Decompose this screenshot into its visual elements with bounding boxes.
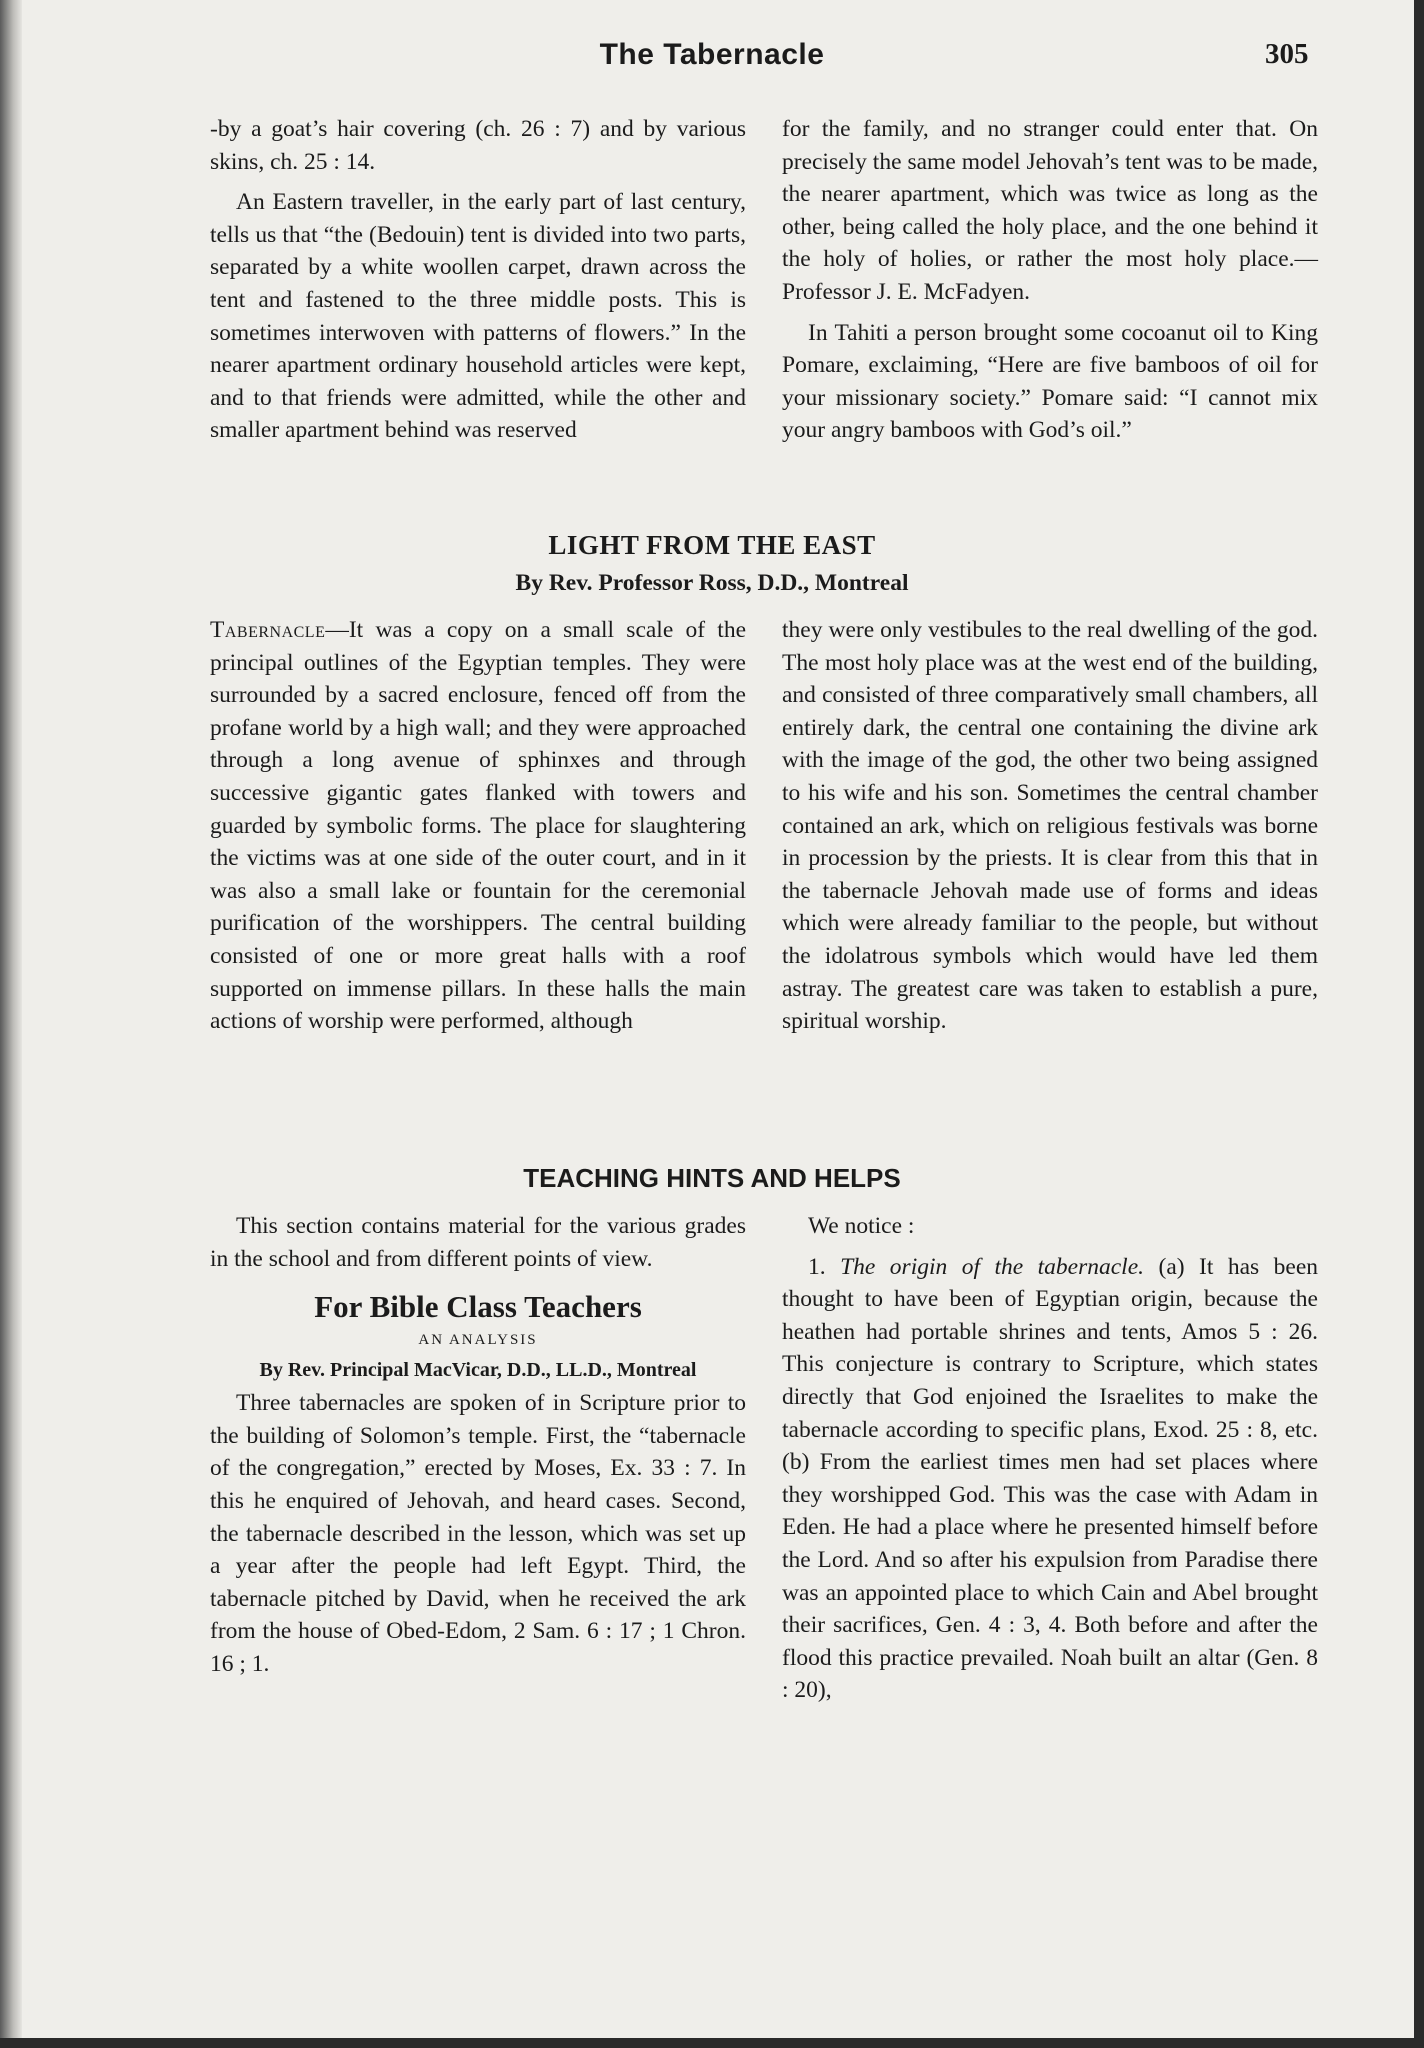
light-left-column: [210, 614, 746, 1038]
running-header: [0, 38, 1424, 88]
light-right-column: [782, 614, 1318, 1038]
section-byline: By Rev. Professor Ross, D.D., Montreal: [515, 570, 909, 596]
paragraph: [782, 1251, 1318, 1707]
item-title: The origin of the tabernacle.: [840, 1253, 1145, 1280]
paragraph-text: —It was a copy on a small scale of the principal outlines of the Egyptian temples. They were surrounded by a sacred enclosure, fenced off from the profane world by a high wall; and they were approached through a long avenue of sphinxes and through successive gigantic gates flanked with towers and guarded by symbolic forms. The place for slaughtering the victims was at one side of the outer court, and in it was also a small lake or fountain for the ceremonial purification of the worshippers. The central building consisted of one or more great halls with a roof supported on immense pillars. In these halls the main actions of worship were performed, although: [210, 617, 746, 1035]
running-title: The Tabernacle: [599, 38, 825, 71]
intro-paragraph: This section contains material for the various grades in the school and from different points of view.: [210, 1213, 746, 1272]
subsection-header: [210, 1289, 746, 1383]
notice-line: We notice :: [808, 1213, 915, 1239]
paragraph: for the family, and no stranger could enter that. On precisely the same model Jehovah’s tent was to be made, the nearer apartment, which was twice as long as the other, being called the holy place, and the one behind it the holy of holies, or rather the most holy place.—Professor J. E. McFadyen.: [782, 116, 1318, 305]
paragraph: they were only vestibules to the real dwelling of the god. The most holy place was at the west end of the building, and consisted of three comparatively small chambers, all entirely dark, the central one containing the divine ark with the image of the god, the other two being assigned to his wife and his son. Sometimes the central chamber contained an ark, which on religious festivals was borne in procession by the priests. It is clear from this that in the tabernacle Jehovah made use of forms and ideas which were already familiar to the people, but without the idolatrous symbols which would have led them astray. The greatest care was taken to establish a pure, spiritual worship.: [782, 617, 1318, 1035]
top-left-column: [210, 113, 746, 447]
paragraph: -by a goat’s hair covering (ch. 26 : 7) and by various skins, ch. 25 : 14.: [210, 116, 746, 175]
page-number: 305: [1265, 38, 1309, 70]
section-title: LIGHT FROM THE EAST: [548, 530, 876, 560]
paragraph: Three tabernacles are spoken of in Scripture prior to the building of Solomon’s temple. First, the “tabernacle of the congregation,” erected by Moses, Ex. 33 : 7. In this he enquired of Jehovah, and heard cases. Second, the tabernacle described in the lesson, which was set up a year after the people had left Egypt. Third, the tabernacle pitched by David, when he received the ark from the house of Obed-Edom, 2 Sam. 6 : 17 ; 1 Chron. 16 ; 1.: [210, 1390, 746, 1677]
page-gutter-shadow: [0, 0, 22, 2048]
subsection-label: AN ANALYSIS: [418, 1332, 538, 1349]
paragraph: An Eastern traveller, in the early part of last century, tells us that “the (Bedouin) tent is divided into two parts, separated by a white woollen carpet, drawn across the tent and fastened to the three middle posts. This is sometimes interwoven with patterns of flowers.” In the nearer apartment ordinary household articles were kept, and to that friends were admitted, while the other and smaller apartment behind was reserved: [210, 189, 746, 444]
teaching-right-column: [782, 1210, 1318, 1707]
paragraph: [210, 614, 746, 1038]
paragraph-text: (a) It has been thought to have been of Egyptian origin, because the heathen had portable shrines and tents, Amos 5 : 26. This conjecture is contrary to Scripture, which states directly that God enjoined the Israelites to make the tabernacle according to specific plans, Exod. 25 : 8, etc. (b) From the earliest times men had set places where they worshipped God. This was the case with Adam in Eden. He had a place where he presented himself before the Lord. And so after his expulsion from Paradise there was an appointed place to which Cain and Abel brought their sacrifices, Gen. 4 : 3, 4. Both before and after the flood this practice prevailed. Noah built an altar (Gen. 8 : 20),: [782, 1253, 1319, 1704]
top-right-column: [782, 113, 1318, 447]
item-number: 1.: [808, 1253, 826, 1280]
subsection-title: For Bible Class Teachers: [314, 1289, 642, 1325]
lead-word: Tabernacle: [210, 617, 326, 643]
subsection-author: By Rev. Principal MacVicar, D.D., LL.D., Montreal: [259, 1359, 697, 1382]
teaching-left-column: [210, 1210, 746, 1681]
paragraph: In Tahiti a person brought some cocoanut oil to King Pomare, exclaiming, “Here are five bamboos of oil for your missionary society.” Pomare said: “I cannot mix your angry bamboos with God’s oil.”: [782, 319, 1318, 444]
section-title: TEACHING HINTS AND HELPS: [523, 1163, 901, 1193]
